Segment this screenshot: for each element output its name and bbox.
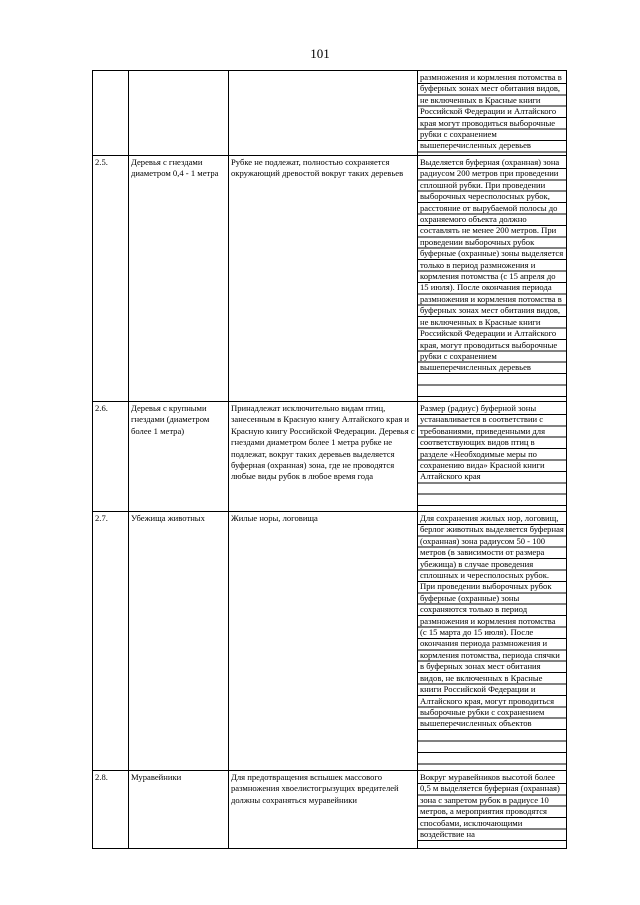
protected-object: Деревья с крупными гнездами (диаметром более 1 метра) (129, 402, 229, 512)
page-number: 101 (310, 46, 330, 61)
table-row (93, 402, 567, 512)
table-row (93, 71, 567, 156)
protected-object: Муравейники (129, 771, 229, 849)
required-measures: Вокруг муравейников высотой более 0,5 м выделяется буферная (охранная) зона с запретом рубок в радиусе 10 метров, а мероприятия проводятся способами, исключающими воздействие на (418, 771, 567, 849)
required-measures: Выделяется буферная (охранная) зона радиусом 200 метров при проведении сплошной рубки. При проведении выборочных чересполосных рубок, расстояние от вырубаемой полосы до охраняемого объекта должно составлять не менее 200 метров. При проведении выборочных рубок буферные (охранные) зоны выделяется только в период размножения и кормления потомства (с 15 апреля до 15 июля). После окончания периода размножения и кормления потомства в буферных зонах мест обитания видов, не включенных в Красные книги Российской Федерации и Алтайского края, могут проводиться выборочные рубки с сохранением вышеперечисленных деревьев (418, 156, 567, 402)
row-number: 2.7. (93, 512, 129, 771)
row-number (93, 71, 129, 156)
required-measures: размножения и кормления потомства в буферных зонах мест обитания видов, не включенных в Красные книги Российской Федерации и Алтайского края могут проводиться выборочные рубки с сохранением вышеперечисленных деревьев (418, 71, 567, 156)
measures-table (92, 70, 567, 849)
protected-object: Убежища животных (129, 512, 229, 771)
row-number: 2.6. (93, 402, 129, 512)
protected-object: Деревья с гнездами диаметром 0,4 - 1 метра (129, 156, 229, 402)
object-feature: Принадлежат исключительно видам птиц, занесенным в Красную книгу Алтайского края и Красную книгу Российской Федерации. Деревья с гнездами диаметром более 1 метра рубке не подлежат, вокруг таких деревьев выделяется буферная (охранная) зона, где не проводятся любые виды рубок в любое время года (229, 402, 418, 512)
row-number: 2.5. (93, 156, 129, 402)
table-row (93, 156, 567, 402)
object-feature (229, 71, 418, 156)
object-feature: Для предотвращения вспышек массового размножения хвоелистогрызущих вредителей должны сохраняться муравейники (229, 771, 418, 849)
required-measures: Размер (радиус) буферной зоны устанавливается в соответствии с требованиями, приведенными для соответствующих видов птиц в разделе «Необходимые меры по сохранению вида» Красной книги Алтайского края (418, 402, 567, 512)
object-feature: Жилые норы, логовища (229, 512, 418, 771)
object-feature: Рубке не подлежат, полностью сохраняется окружающий древостой вокруг таких деревьев (229, 156, 418, 402)
table-row (93, 512, 567, 771)
table-row (93, 771, 567, 849)
required-measures: Для сохранения жилых нор, логовищ, берлог животных выделяется буферная (охранная) зона радиусом 50 - 100 метров (в зависимости от размера убежища) в случае проведения сплошных и чересполосных рубок. При проведении выборочных рубок буферные (охранные) зоны сохраняются только в период размножения и кормления потомства (с 15 марта до 15 июля). После окончания периода размножения и кормления потомства, периода спячки в буферных зонах мест обитания видов, не включенных в Красные книги Российской Федерации и Алтайского края, могут проводиться выборочные рубки с сохранением вышеперечисленных объектов (418, 512, 567, 771)
row-number: 2.8. (93, 771, 129, 849)
protected-object (129, 71, 229, 156)
